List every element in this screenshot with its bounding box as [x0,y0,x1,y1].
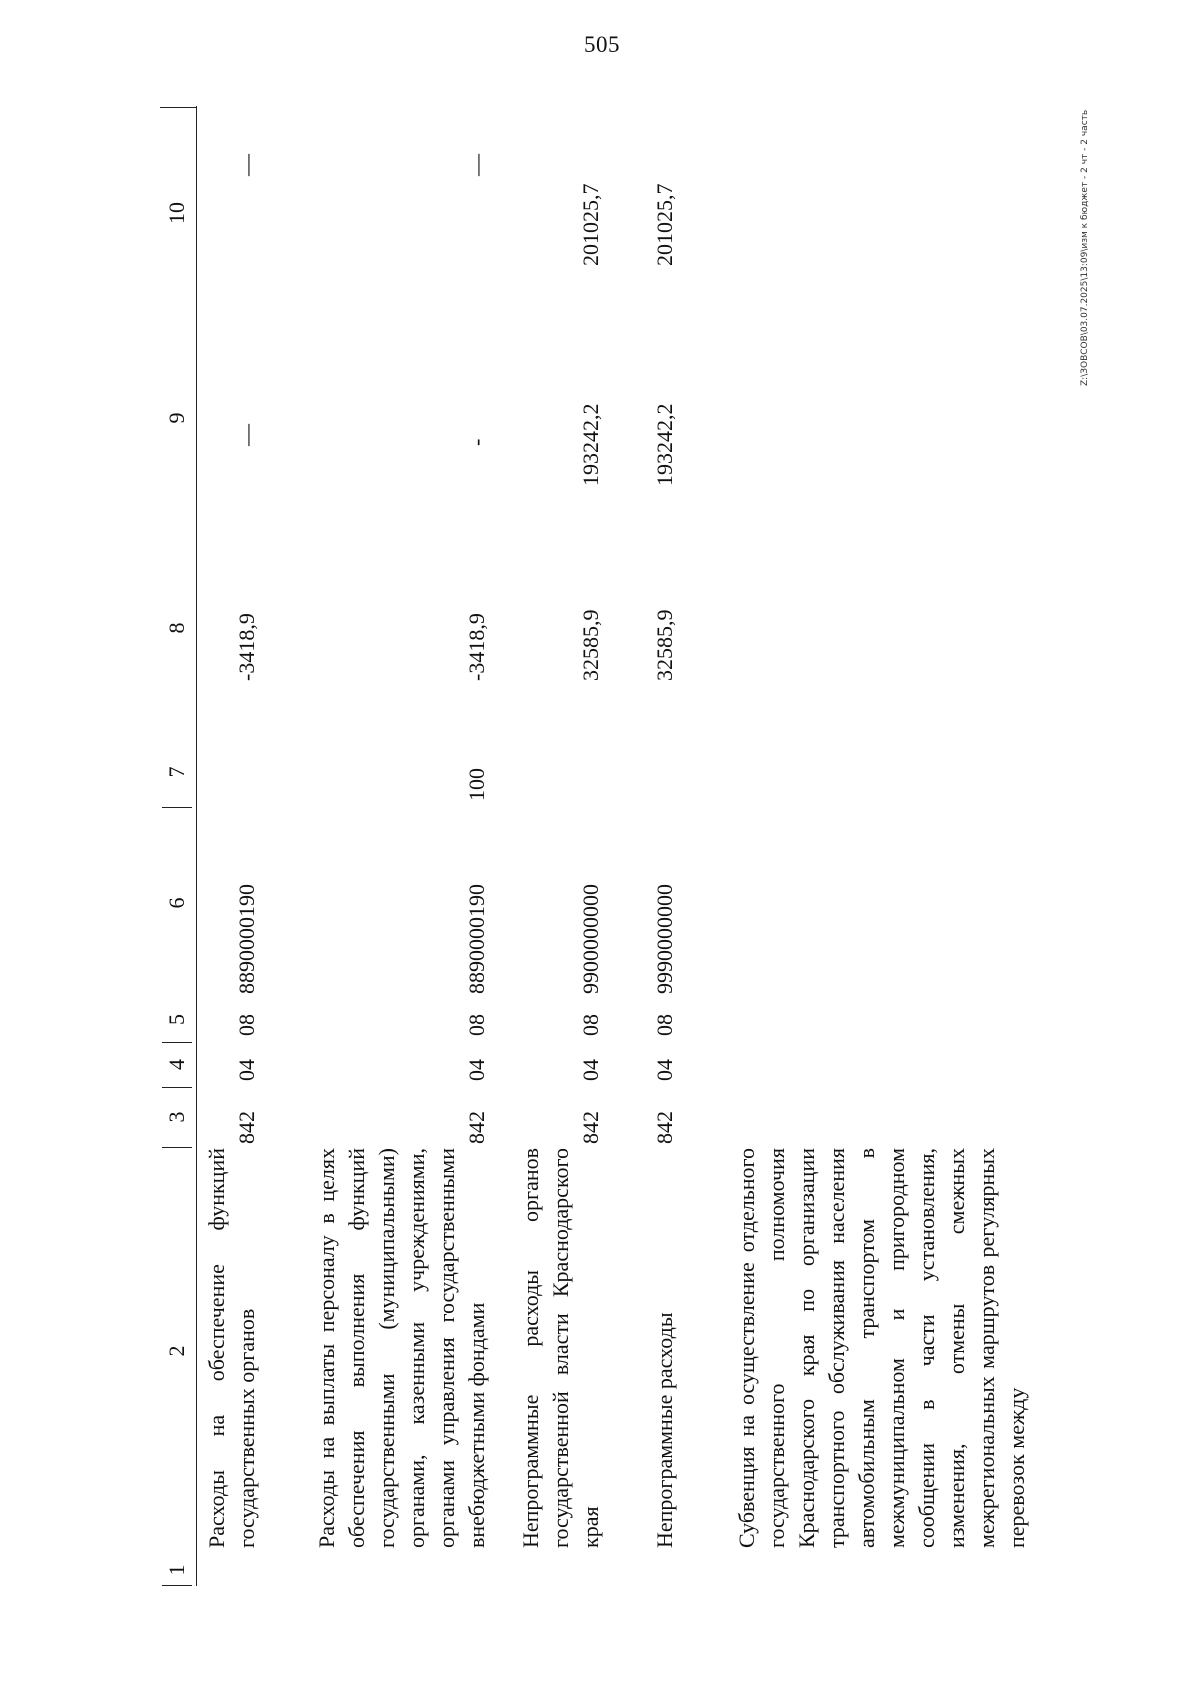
table-row [700,106,1029,1586]
header-col-2: 2 [164,1345,189,1357]
cell-col-3: 842 [578,1111,603,1144]
table-row [286,106,496,1586]
cell-col-3: 842 [464,1111,489,1144]
row-description: Непрограммные расходы органов государственной власти Краснодарского края [518,1148,603,1548]
cell-col-5: 08 [578,1014,603,1036]
cell-col-8: 32585,9 [652,609,677,681]
header-col-7: 7 [162,737,192,808]
cell-col-3: 842 [234,1111,259,1144]
cell-col-9: - [464,438,489,446]
row-description: Расходы на выплаты персоналу в целях обеспечения выполнения функций государственными (муниципальными) органами, казенными учреждениями, органами управления государственными внебюджетными фондами [314,1148,489,1548]
header-col-6: 6 [164,897,189,909]
cell-col-9: 193242,2 [578,403,603,486]
cell-col-5: 08 [652,1014,677,1036]
header-col-8: 8 [164,622,189,634]
header-right-border [160,107,196,108]
cell-col-5: 08 [234,1014,259,1036]
cell-col-4: 04 [464,1059,489,1081]
cell-col-4: 04 [652,1059,677,1081]
cell-col-6: 9900000000 [578,884,603,994]
cell-col-6: 8890000190 [234,884,259,994]
cell-col-10: 201025,7 [652,183,677,266]
cell-col-9: — [234,424,259,446]
row-description: Непрограммные расходы [652,1312,677,1548]
cell-col-7: 100 [464,768,489,801]
rotated-table [160,106,1090,1586]
cell-col-4: 04 [234,1059,259,1081]
cell-col-6: 9990000000 [652,884,677,994]
footer-note: Z:\ЗОВСОВ\03.07.2025\13:09\изм к бюджет - 2 чт - 2 часть [1080,109,1090,386]
header-col-3: 3 [162,1087,192,1148]
cell-col-4: 04 [578,1059,603,1081]
page-number: 505 [584,32,620,57]
table-header-row [160,106,197,1586]
cell-col-6: 8890000190 [464,884,489,994]
header-col-4: 4 [162,1042,192,1088]
header-col-9: 9 [164,412,189,424]
header-col-1: 1 [162,1555,192,1586]
cell-col-8: -3418,9 [234,613,259,681]
cell-col-9: 193242,2 [652,403,677,486]
row-description: Расходы на обеспечение функций государственных органов [204,1148,259,1548]
table-row [630,106,690,1586]
cell-col-5: 08 [464,1014,489,1036]
cell-col-10: — [464,154,489,176]
cell-col-10: 201025,7 [578,183,603,266]
table-row [496,106,626,1586]
cell-col-10: — [234,154,259,176]
cell-col-8: -3418,9 [464,613,489,681]
cell-col-3: 842 [652,1111,677,1144]
cell-col-8: 32585,9 [578,609,603,681]
header-col-10: 10 [164,202,189,224]
header-col-5: 5 [162,997,192,1043]
row-description: Субвенция на осуществление отдельного государственного полномочия Краснодарского края по организации транспортного обслуживания населения автомобильным транспортом в межмуниципальном и пригородном сообщении в части установления, изменения, отмены смежных межрегиональных маршрутов регулярных перевозок между [734,1148,1029,1548]
